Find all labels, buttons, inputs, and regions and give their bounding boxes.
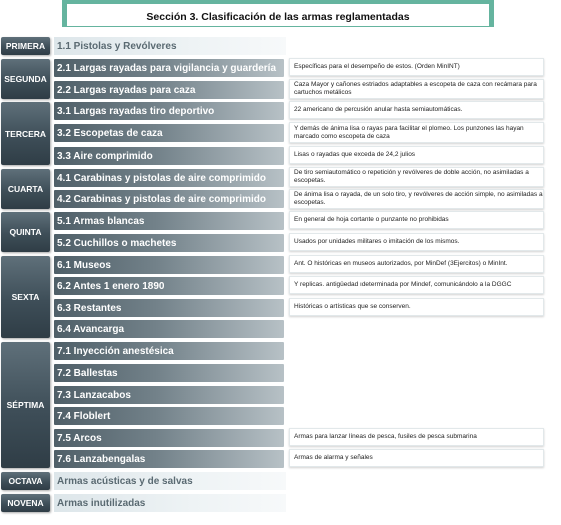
- desc-6-2: Y replicas. antigüedad ıdeterminada por Mindef, comunicándolo a la DGGC: [289, 276, 544, 294]
- category-octava: OCTAVA: [1, 472, 50, 490]
- item-6-2: 6.2 Antes 1 enero 1890: [54, 277, 284, 295]
- item-1-1: 1.1 Pistolas y Revólveres: [54, 37, 286, 55]
- item-7-3: 7.3 Lanzacabos: [54, 386, 284, 404]
- item-3-1: 3.1 Largas rayadas tiro deportivo: [54, 102, 284, 120]
- desc-3-3: Lisas o rayadas que exceda de 24,2 julios: [289, 146, 544, 164]
- item-6-4: 6.4 Avancarga: [54, 320, 284, 338]
- item-5-2: 5.2 Cuchillos o machetes: [54, 234, 284, 252]
- item-3-3: 3.3 Aire comprimido: [54, 147, 284, 165]
- category-cuarta: CUARTA: [1, 169, 50, 209]
- item-9: Armas inutilizadas: [54, 494, 286, 512]
- category-tercera: TERCERA: [1, 102, 50, 165]
- item-4-1: 4.1 Carabinas y pistolas de aire comprimido: [54, 169, 284, 187]
- desc-7-6: Armas de alarma y señales: [289, 449, 544, 467]
- item-2-1: 2.1 Largas rayadas para vigilancia y guardería: [54, 59, 284, 77]
- desc-6-3: Históricas o artísticas que se conserven.: [289, 298, 544, 316]
- category-quinta: QUINTA: [1, 212, 50, 252]
- desc-3-2: Y demás de ánima lisa o rayas para facilitar el plomeo. Los punzones las hayan marcado como escopeta de caza: [289, 122, 544, 143]
- desc-4-1: De tiro semiautomático o repetición y revólveres de doble acción, no asimiladas a escopetas.: [289, 167, 544, 187]
- item-7-1: 7.1 Inyección anestésica: [54, 342, 284, 360]
- item-7-6: 7.6 Lanzabengalas: [54, 450, 284, 468]
- item-6-1: 6.1 Museos: [54, 256, 284, 274]
- desc-3-1: 22 americano de percusión anular hasta semiautomáticas.: [289, 101, 544, 119]
- section-title-banner: [62, 0, 494, 27]
- item-2-2: 2.2 Largas rayadas para caza: [54, 81, 284, 99]
- desc-5-2: Usados por unidades militares o imitación de los mismos.: [289, 233, 544, 251]
- category-segunda: SEGUNDA: [1, 59, 50, 99]
- item-3-2: 3.2 Escopetas de caza: [54, 124, 284, 142]
- desc-6-1: Ant. O históricas en museos autorizados, por MinDef (3Ejercitos) o MinInt.: [289, 255, 544, 273]
- category-novena: NOVENA: [1, 494, 50, 512]
- item-8: Armas acústicas y de salvas: [54, 472, 286, 490]
- item-5-1: 5.1 Armas blancas: [54, 212, 284, 230]
- item-7-5: 7.5 Arcos: [54, 429, 284, 447]
- item-7-4: 7.4 Floblert: [54, 407, 284, 425]
- item-7-2: 7.2 Ballestas: [54, 364, 284, 382]
- desc-2-1: Específicas para el desempeño de estos. (Orden MinINT): [289, 58, 544, 76]
- item-4-2: 4.2 Carabinas y pistolas de aire comprimido: [54, 190, 284, 208]
- category-septima: SÉPTIMA: [1, 342, 50, 468]
- desc-5-1: En general de hoja cortante o punzante no prohibidas: [289, 211, 544, 229]
- item-6-3: 6.3 Restantes: [54, 299, 284, 317]
- desc-7-5: Armas para lanzar líneas de pesca, fusiles de pesca submarina: [289, 428, 544, 446]
- desc-4-2: De ánima lisa o rayada, de un solo tiro, y revólveres de acción simple, no asimiladas a escopetas.: [289, 189, 544, 209]
- category-primera: PRIMERA: [1, 37, 50, 55]
- desc-2-2: Caza Mayor y cañones estriados adaptables a escopeta de caza con recámara para cartuchos metálicos: [289, 79, 544, 99]
- category-sexta: SEXTA: [1, 256, 50, 338]
- section-title: Sección 3. Clasificación de las armas reglamentadas: [67, 4, 489, 26]
